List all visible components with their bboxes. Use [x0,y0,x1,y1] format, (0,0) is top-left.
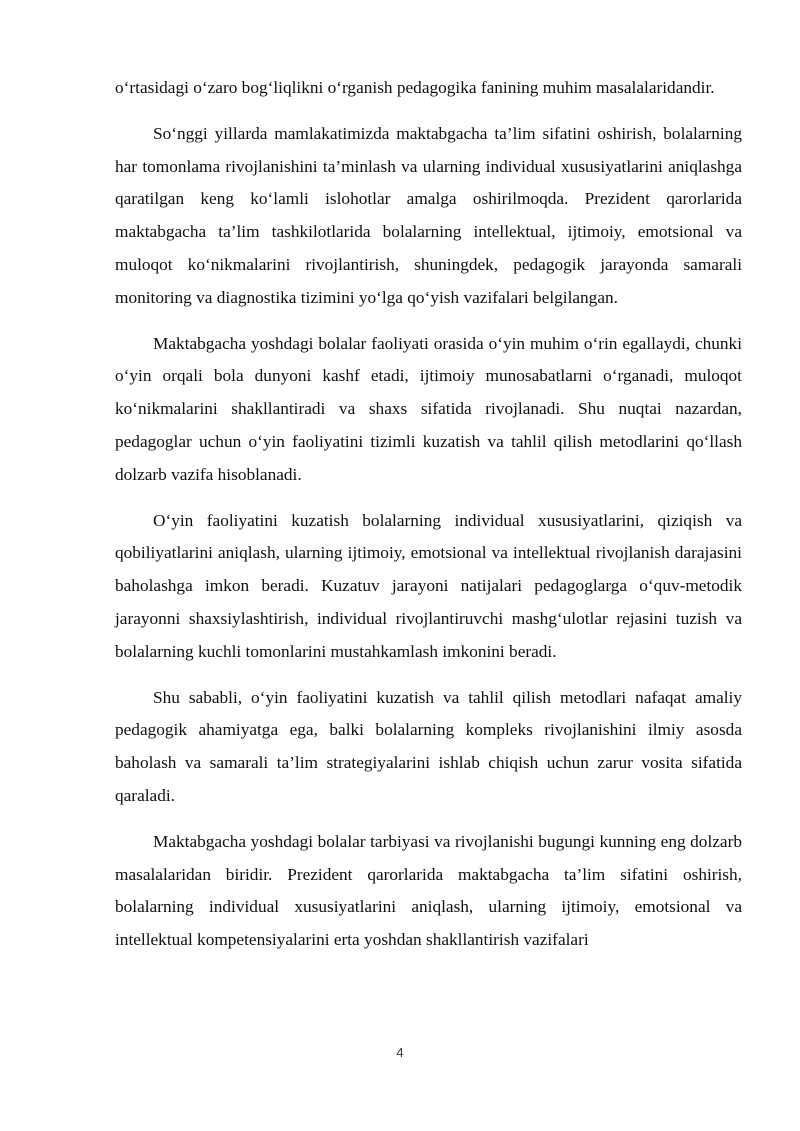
page-number: 4 [396,1045,404,1060]
paragraph-upbringing: Maktabgacha yoshdagi bolalar tarbiyasi va rivojlanishi bugungi kunning eng dolzarb masalalaridan biridir. Prezident qarorlarida maktabgacha ta’lim sifatini oshirish, bolalarning individual xususiyatlarini aniqlash, ularning ijtimoiy, emotsional va intellektual kompetensiyalarini erta yoshdan shakllantirish vazifalari [115,831,742,950]
document-body [115,72,742,970]
paragraph-play-role: Maktabgacha yoshdagi bolalar faoliyati orasida o‘yin muhim o‘rin egallaydi, chunki o‘yin orqali bola dunyoni kashf etadi, ijtimoiy munosabatlarni o‘rganadi, muloqot ko‘nikmalarini shakllantiradi va shaxs sifatida rivojlanadi. Shu nuqtai nazardan, pedagoglar uchun o‘yin faoliyatini tizimli kuzatish va tahlil qilish metodlarini qo‘llash dolzarb vazifa hisoblanadi. [115,333,742,484]
paragraph-continuation: o‘rtasidagi o‘zaro bog‘liqlikni o‘rganish pedagogika fanining muhim masalalaridandir. [115,78,715,97]
paragraph-methods: Shu sababli, o‘yin faoliyatini kuzatish va tahlil qilish metodlari nafaqat amaliy pedagogik ahamiyatga ega, balki bolalarning kompleks rivojlanishini ilmiy asosda baholash va samarali ta’lim strategiyalarini ishlab chiqish uchun zarur vosita sifatida qaraladi. [115,687,742,805]
paragraph-reforms: So‘nggi yillarda mamlakatimizda maktabgacha ta’lim sifatini oshirish, bolalarning har tomonlama rivojlanishini ta’minlash va ularning individual xususiyatlarini aniqlashga qaratilgan keng ko‘lamli islohotlar amalga oshirilmoqda. Prezident qarorlarida maktabgacha ta’lim tashkilotlarida bolalarning intellektual, ijtimoiy, emotsional va muloqot ko‘nikmalarini rivojlantirish, shuningdek, pedagogik jarayonda samarali monitoring va diagnostika tizimini yo‘lga qo‘yish vazifalari belgilangan. [115,123,742,307]
paragraph-observation: O‘yin faoliyatini kuzatish bolalarning individual xususiyatlarini, qiziqish va qobiliyatlarini aniqlash, ularning ijtimoiy, emotsional va intellektual rivojlanish darajasini baholashga imkon beradi. Kuzatuv jarayoni natijalari pedagoglarga o‘quv-metodik jarayonni shaxsiylashtirish, individual rivojlantiruvchi mashg‘ulotlar rejasini tuzish va bolalarning kuchli tomonlarini mustahkamlash imkonini beradi. [115,510,742,661]
